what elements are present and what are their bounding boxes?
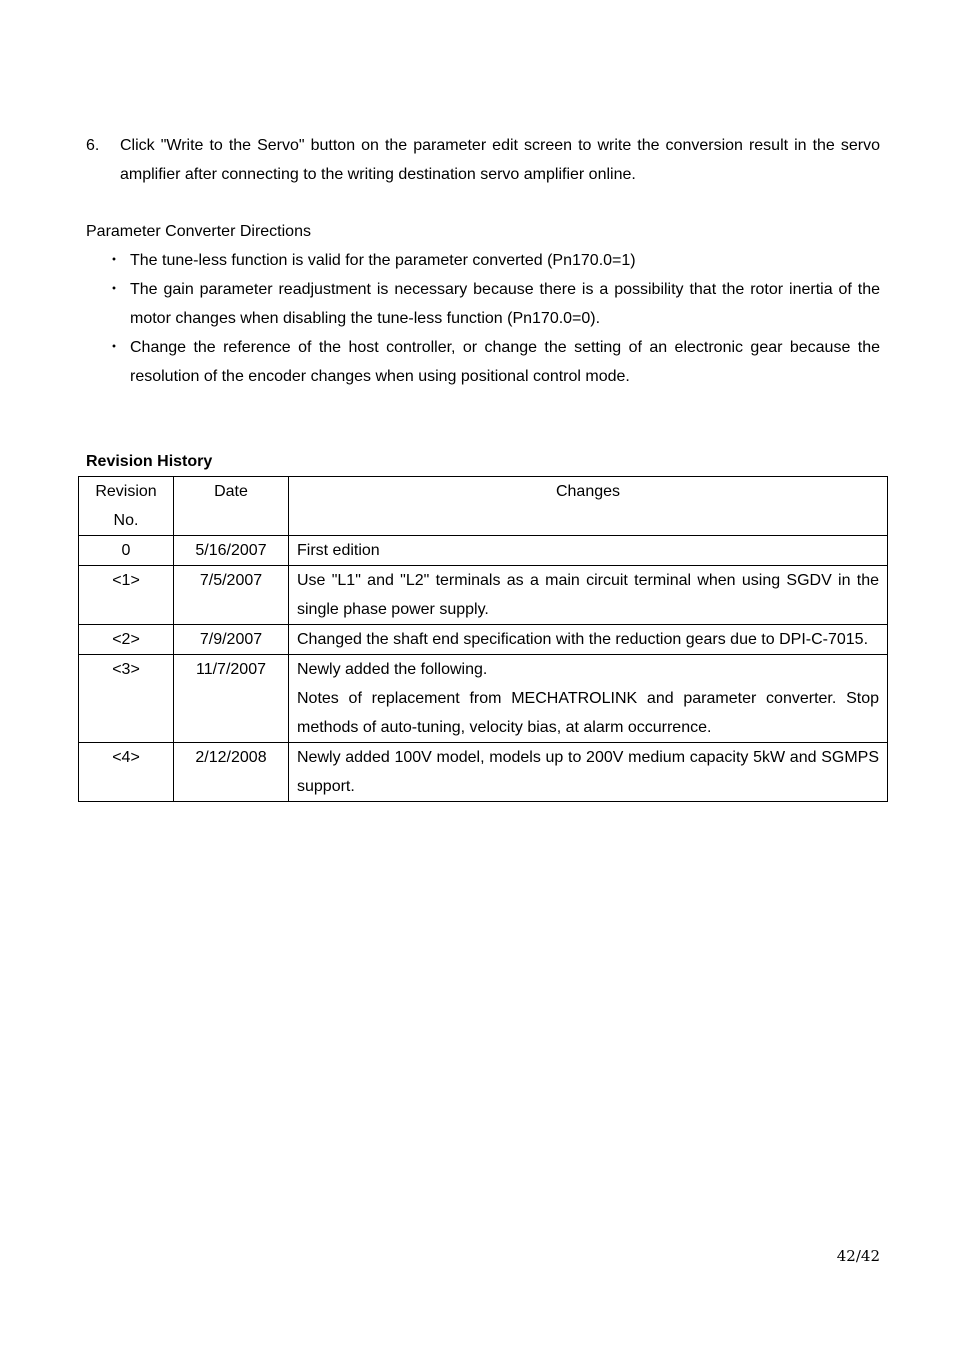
instruction-step [86,131,880,189]
header-revision: Revision No. [79,477,174,536]
table-header-row [79,477,888,536]
header-date: Date [174,477,289,536]
bullet-icon: ・ [106,252,123,269]
table-row [79,536,888,566]
date-cell: 11/7/2007 [174,655,289,743]
changes-line: Changed the shaft end specification with the reduction gears due to DPI-C-7015. [297,631,869,648]
changes-line: Notes of replacement from MECHATROLINK and parameter converter. Stop methods of auto-tuning, velocity bias, at alarm occurrence. [297,690,879,736]
directions-item [86,275,880,333]
date-cell: 7/5/2007 [174,566,289,625]
date-cell: 2/12/2008 [174,743,289,802]
directions-item-text: The gain parameter readjustment is necessary because there is a possibility that the rotor inertia of the motor changes when disabling the tune-less function (Pn170.0=0). [130,281,880,327]
page-number: 42/42 [836,1247,880,1265]
revision-history-table [78,476,888,802]
changes-cell [289,566,888,625]
directions-item [86,246,880,275]
table-row [79,743,888,802]
revision-cell: <2> [79,625,174,655]
revision-cell: <4> [79,743,174,802]
directions-item-text: Change the reference of the host controller, or change the setting of an electronic gear because the resolution of the encoder changes when using positional control mode. [130,339,880,385]
changes-cell [289,655,888,743]
changes-line: First edition [297,542,380,559]
directions-item [86,333,880,391]
step-text: Click "Write to the Servo" button on the parameter edit screen to write the conversion result in the servo amplifier after connecting to the writing destination servo amplifier online. [120,137,880,183]
date-cell: 7/9/2007 [174,625,289,655]
changes-cell [289,536,888,566]
revision-cell: <1> [79,566,174,625]
directions-item-text: The tune-less function is valid for the parameter converted (Pn170.0=1) [130,252,636,269]
header-changes: Changes [289,477,888,536]
table-row [79,566,888,625]
table-row [79,625,888,655]
changes-cell [289,625,888,655]
directions-list [86,246,880,391]
revision-cell: <3> [79,655,174,743]
table-row [79,655,888,743]
converter-directions [86,217,880,391]
changes-line: Newly added 100V model, models up to 200V medium capacity 5kW and SGMPS support. [297,749,879,795]
changes-line: Newly added the following. [297,661,488,678]
step-number: 6. [86,137,100,154]
date-cell: 5/16/2007 [174,536,289,566]
bullet-icon: ・ [106,281,123,298]
bullet-icon: ・ [106,339,123,356]
revision-history-title: Revision History [86,453,213,470]
changes-cell [289,743,888,802]
revision-cell: 0 [79,536,174,566]
directions-heading: Parameter Converter Directions [86,223,311,240]
changes-line: Use "L1" and "L2" terminals as a main circuit terminal when using SGDV in the single phase power supply. [297,572,879,618]
